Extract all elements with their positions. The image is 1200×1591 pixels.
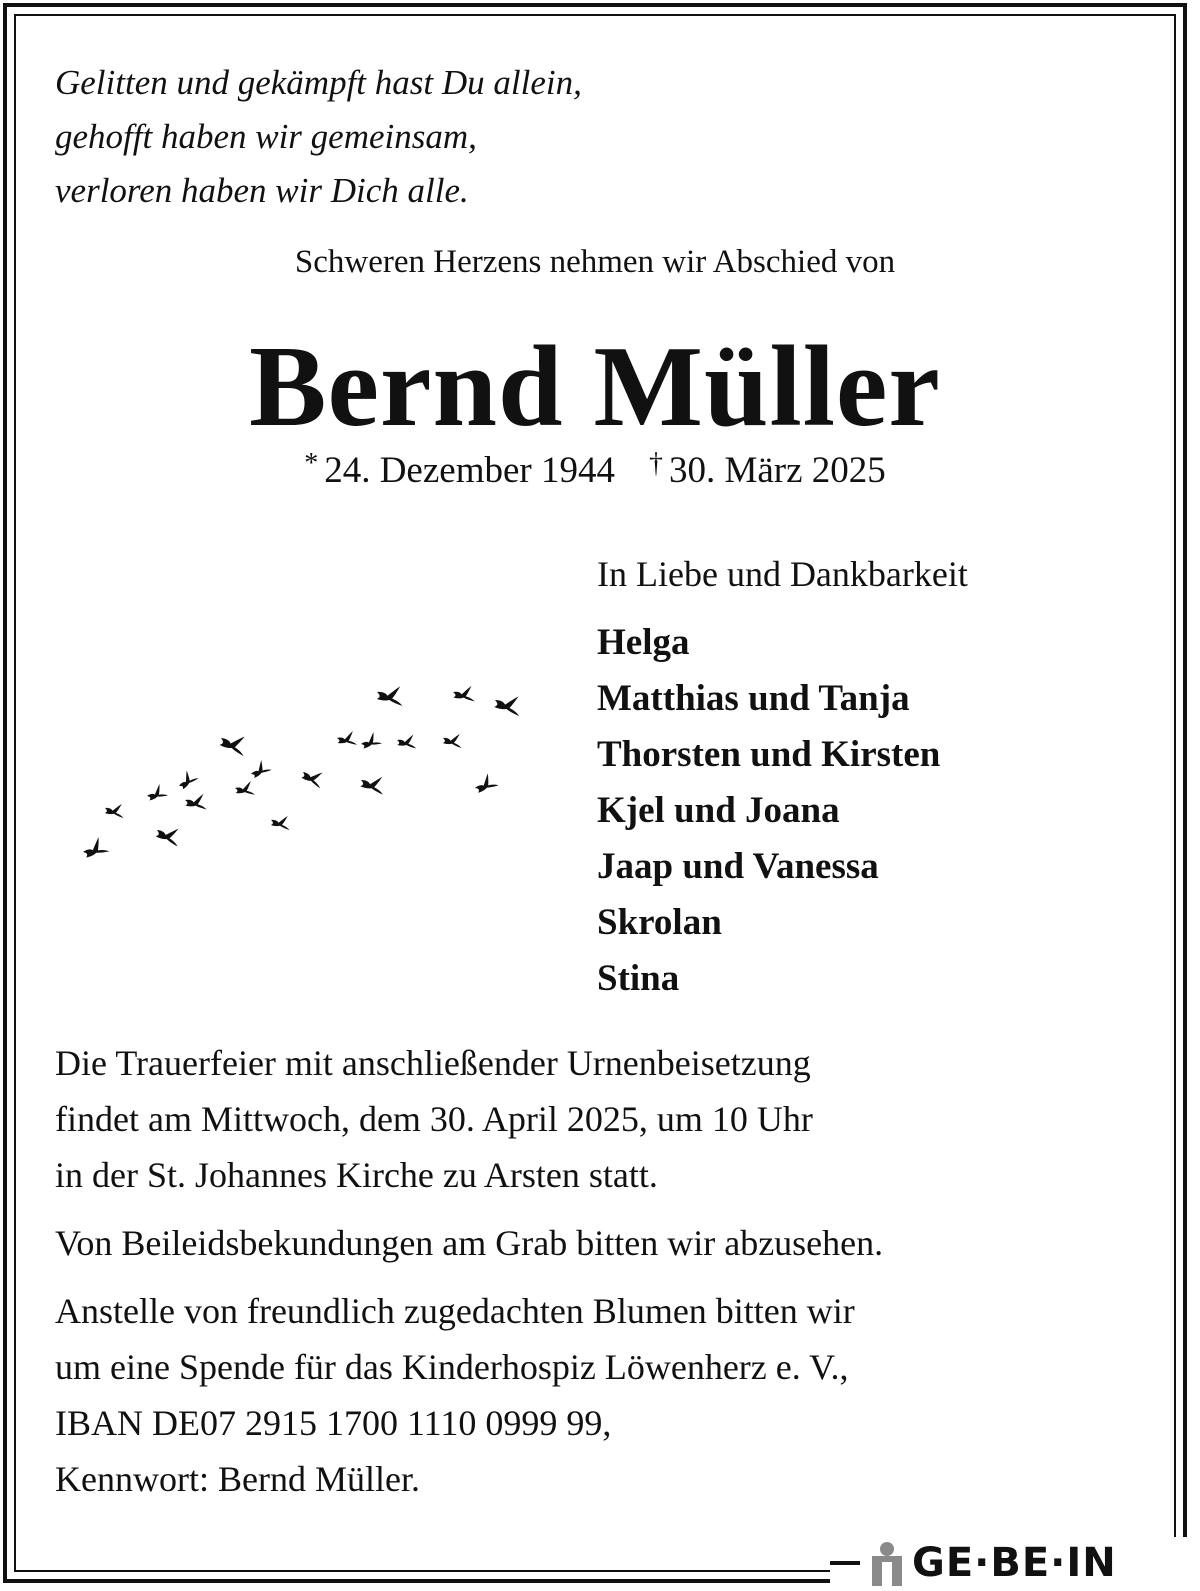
- condolence-line: Von Beileidsbekundungen am Grab bitten wir abzusehen.: [55, 1223, 884, 1263]
- ceremony-line: in der St. Johannes Kirche zu Arsten statt.: [55, 1155, 658, 1195]
- ceremony-line: Die Trauerfeier mit anschließender Urnenbeisetzung: [55, 1043, 811, 1083]
- family-member: Thorsten und Kirsten: [597, 734, 941, 775]
- birth-date: 24. Dezember 1944: [324, 450, 615, 491]
- family-heading: In Liebe und Dankbarkeit: [597, 554, 968, 594]
- donation-line: IBAN DE07 2915 1700 1110 0999 99,: [55, 1403, 612, 1443]
- ceremony-line: findet am Mittwoch, dem 30. April 2025, um 10 Uhr: [55, 1099, 813, 1139]
- body-text: [55, 1035, 1165, 1519]
- ceremony-paragraph: [55, 1035, 1165, 1203]
- deceased-name: Bernd Müller: [249, 323, 941, 451]
- family-member: Stina: [597, 958, 680, 999]
- donation-line: Kennwort: Bernd Müller.: [55, 1459, 420, 1499]
- publisher-logo: [830, 1537, 1195, 1589]
- donation-line: Anstelle von freundlich zugedachten Blumen bitten wir: [55, 1291, 855, 1331]
- family-member: Helga: [597, 622, 690, 663]
- logo-figure-icon: [868, 1540, 906, 1586]
- quote-line: gehofft haben wir gemeinsam,: [55, 117, 477, 156]
- condolence-paragraph: [55, 1215, 1165, 1271]
- donation-line: um eine Spende für das Kinderhospiz Löwenherz e. V.,: [55, 1347, 849, 1387]
- opening-quote: [55, 56, 755, 218]
- quote-line: verloren haben wir Dich alle.: [55, 171, 469, 210]
- family-member: Jaap und Vanessa: [597, 846, 879, 887]
- family-member: Skrolan: [597, 902, 722, 943]
- logo-rule: [830, 1561, 860, 1565]
- quote-line: Gelitten und gekämpft hast Du allein,: [55, 63, 582, 102]
- donation-paragraph: [55, 1283, 1165, 1507]
- birds-group: [81, 680, 527, 858]
- birth-symbol: *: [304, 448, 319, 479]
- intro-text: Schweren Herzens nehmen wir Abschied von: [294, 244, 896, 280]
- logo-text: GE·BE·IN: [912, 1540, 1117, 1586]
- life-dates: [0, 448, 1190, 492]
- family-member: Matthias und Tanja: [597, 678, 910, 719]
- death-date: 30. März 2025: [668, 450, 886, 491]
- family-member: Kjel und Joana: [597, 790, 840, 831]
- flock-of-birds-illustration: [75, 670, 545, 880]
- family-list: [597, 615, 940, 1007]
- death-symbol: †: [648, 448, 663, 479]
